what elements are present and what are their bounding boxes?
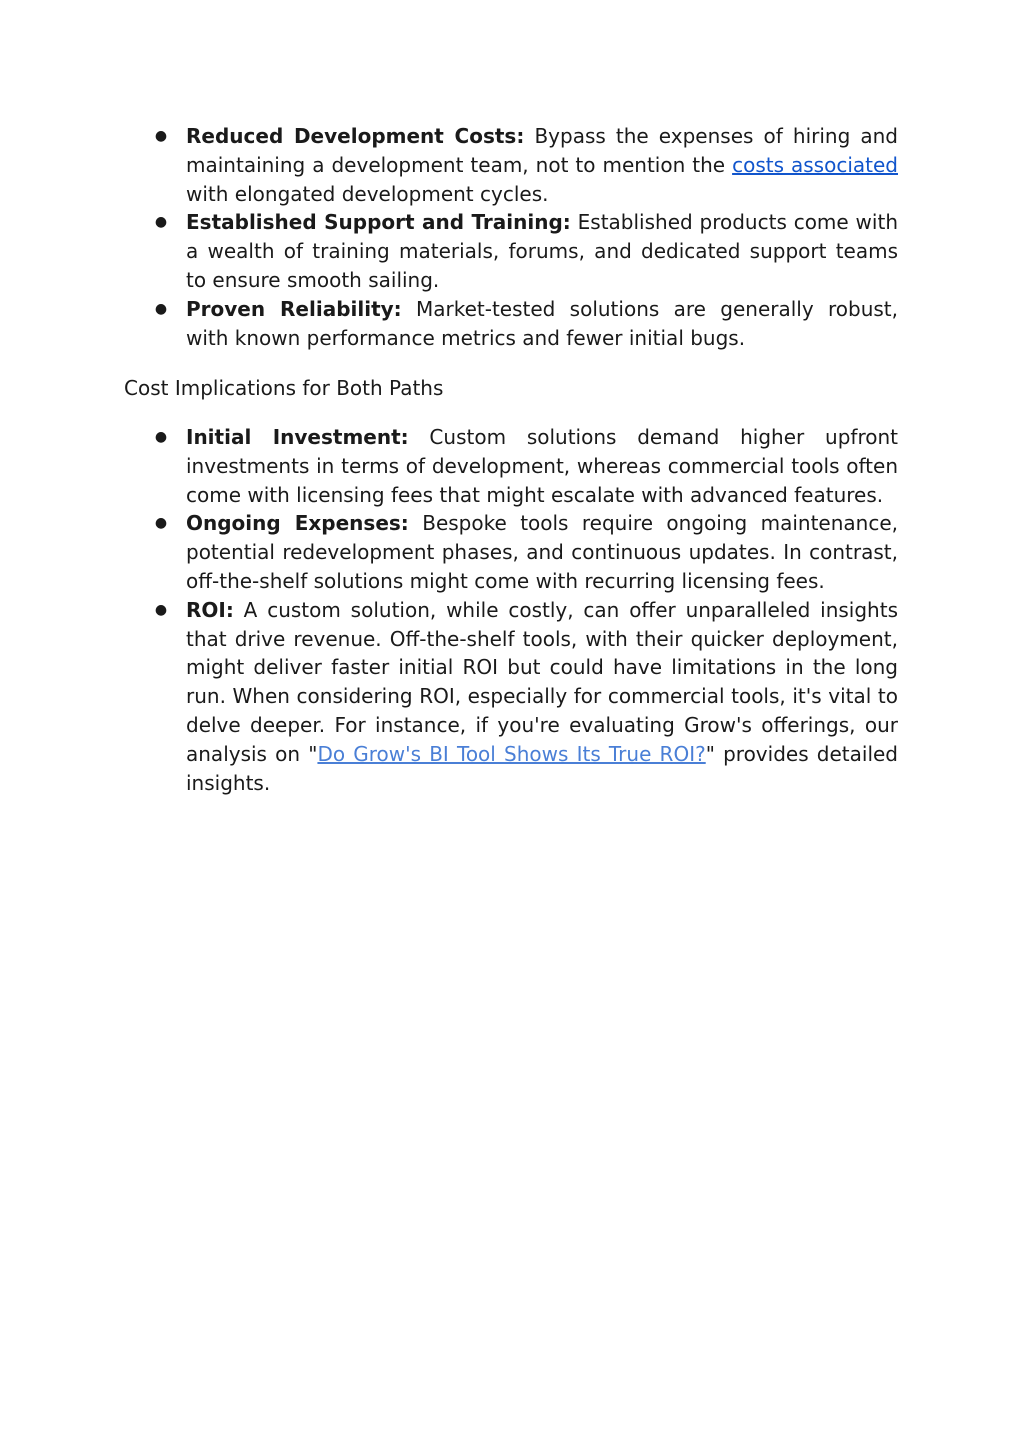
item-text: Bypass the expenses of hiring and maintaining a development team, not to mention the (186, 124, 898, 177)
bullet-icon: ● (154, 515, 168, 532)
item-text: Custom solutions demand higher upfront investments in terms of development, whereas commercial tools often come with licensing fees that might escalate with advanced features. (186, 425, 898, 507)
item-text: A custom solution, while costly, can offer unparalleled insights that drive revenue. Off-the-shelf tools, with their quicker deployment, might deliver faster initial ROI but could have limitations in the long run. When considering ROI, especially for commercial tools, it's vital to delve deeper. For instance, if you're evaluating Grow's offerings, our analysis on " (186, 597, 898, 766)
list-item (154, 208, 898, 294)
item-term: Ongoing Expenses: (186, 511, 409, 536)
item-text: Established products come with a wealth of training materials, forums, and dedicated support teams to ensure smooth sailing. (186, 210, 898, 292)
list-item (154, 122, 898, 208)
item-term: Established Support and Training: (186, 210, 571, 235)
bullet-icon: ● (154, 429, 168, 445)
bullet-icon: ● (154, 128, 168, 144)
item-text: with elongated development cycles. (186, 181, 549, 206)
bullet-icon: ● (154, 300, 168, 317)
item-text: Market-tested solutions are generally robust, with known performance metrics and fewer initial bugs. (186, 296, 898, 350)
list-item (154, 596, 898, 798)
grow-roi-article-link[interactable]: Do Grow's BI Tool Shows Its True ROI? (317, 741, 706, 766)
item-text: " provides detailed insights. (186, 741, 898, 795)
item-term: Proven Reliability: (186, 296, 402, 321)
costs-associated-link[interactable]: costs associated (732, 152, 898, 177)
list-item (154, 295, 898, 353)
cost-implications-list (154, 423, 898, 797)
benefits-list (154, 122, 898, 352)
item-term: Reduced Development Costs: (186, 124, 525, 148)
bullet-icon: ● (154, 214, 168, 231)
item-term: ROI: (186, 597, 234, 622)
item-term: Initial Investment: (186, 425, 409, 449)
list-item (154, 423, 898, 509)
section-heading: Cost Implications for Both Paths (124, 376, 444, 400)
list-item (154, 509, 898, 595)
bullet-icon: ● (154, 601, 168, 618)
item-text: Bespoke tools require ongoing maintenance, potential redevelopment phases, and continuous updates. In contrast, off-the-shelf solutions might come with recurring licensing fees. (186, 511, 898, 593)
